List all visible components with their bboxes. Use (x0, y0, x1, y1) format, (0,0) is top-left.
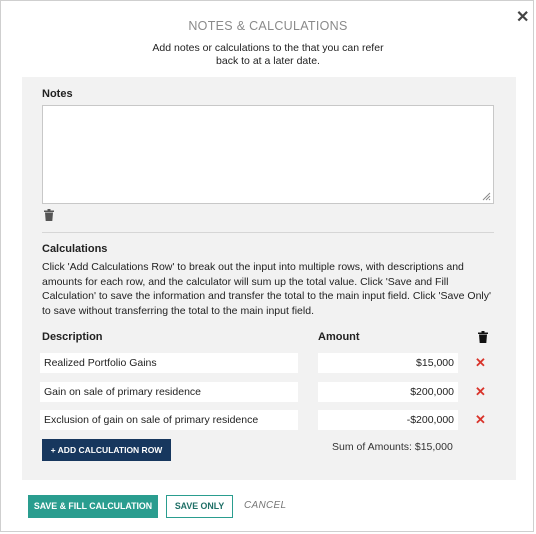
add-calculation-row-button[interactable]: + ADD CALCULATION ROW (42, 439, 171, 461)
row-description-input[interactable]: Exclusion of gain on sale of primary residence (40, 410, 298, 430)
resize-handle-icon[interactable] (482, 192, 491, 201)
row-amount-input[interactable]: $200,000 (318, 382, 458, 402)
notes-label: Notes (42, 88, 73, 100)
calculations-label: Calculations (42, 243, 108, 255)
delete-row-icon[interactable]: ✕ (475, 384, 486, 399)
section-divider (42, 232, 494, 233)
content-panel (22, 77, 516, 480)
save-only-button[interactable]: SAVE ONLY (166, 495, 233, 518)
delete-row-icon[interactable]: ✕ (475, 412, 486, 427)
clear-all-trash-icon[interactable] (478, 331, 488, 343)
notes-textarea[interactable] (42, 105, 494, 204)
row-description-input[interactable]: Realized Portfolio Gains (40, 353, 298, 373)
notes-trash-icon[interactable] (44, 209, 54, 221)
dialog-title: NOTES & CALCULATIONS (188, 19, 348, 33)
column-header-amount: Amount (318, 331, 360, 343)
row-amount-input[interactable]: -$200,000 (318, 410, 458, 430)
save-and-fill-button[interactable]: SAVE & FILL CALCULATION (28, 495, 158, 518)
column-header-description: Description (42, 331, 103, 343)
row-amount-input[interactable]: $15,000 (318, 353, 458, 373)
row-description-input[interactable]: Gain on sale of primary residence (40, 382, 298, 402)
sum-of-amounts: Sum of Amounts: $15,000 (332, 441, 453, 453)
close-icon[interactable]: ✕ (516, 9, 530, 26)
cancel-button[interactable]: CANCEL (244, 500, 287, 511)
delete-row-icon[interactable]: ✕ (475, 355, 486, 370)
dialog-subtitle: Add notes or calculations to the that you can refer back to at a later date. (152, 42, 384, 67)
calculations-description: Click 'Add Calculations Row' to break out the input into multiple rows, with descriptions and amounts for each row, and the calculator will sum up the total value. Click 'Save and Fill Calculation' to save the information and transfer the total to the main input field. Click 'Save Only' to save without transferring the total to the main input field. (42, 261, 491, 317)
